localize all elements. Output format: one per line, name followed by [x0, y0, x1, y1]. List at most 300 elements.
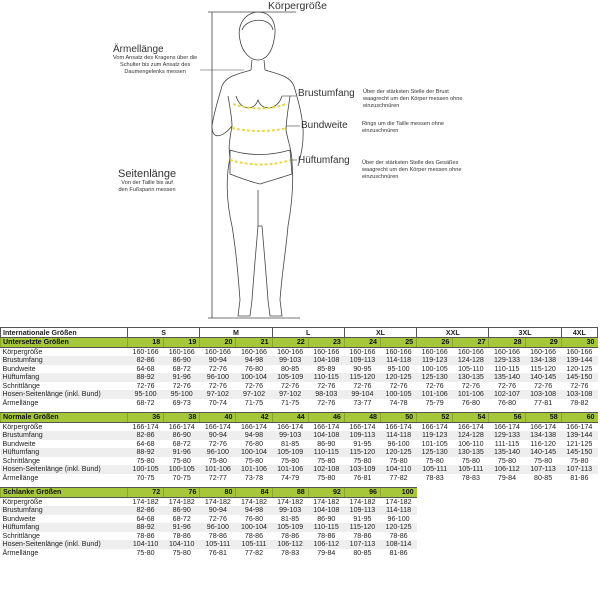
- aermellaenge-title: Ärmellänge: [113, 44, 164, 55]
- value-cell: 105-111: [453, 465, 489, 474]
- value-cell: 73-77: [353, 398, 372, 407]
- table-row: [1, 431, 598, 440]
- value-cell: 88-92: [128, 448, 164, 457]
- value-cell: 114-118: [380, 506, 416, 515]
- empty-cell: [417, 532, 598, 541]
- empty-cell: [417, 540, 598, 549]
- value-cell: 86-90: [164, 431, 200, 440]
- value-cell: 100-104: [236, 448, 272, 457]
- table-row: [1, 422, 598, 431]
- size-header-cell: 28: [489, 338, 525, 348]
- value-cell: 130-135: [453, 448, 489, 457]
- row-label: Hosen-Seitenlänge (inkl. Bund): [1, 390, 128, 399]
- value-cell: 78-86: [353, 531, 372, 540]
- size-header-cell: 42: [236, 413, 272, 423]
- table-row: [1, 515, 598, 524]
- desc-line: waagrecht um den Körper messen ohne: [362, 167, 462, 173]
- value-cell: 97-102: [236, 390, 272, 399]
- value-cell: 106-110: [458, 439, 484, 448]
- value-cell: 160-166: [385, 347, 412, 356]
- value-cell: 78-86: [317, 531, 336, 540]
- desc-line: Von der Taille bis auf: [121, 180, 173, 186]
- value-cell: 100-104: [236, 523, 272, 532]
- value-cell: 79-84: [317, 548, 336, 557]
- international-size-cell: S: [128, 328, 200, 338]
- row-label: Brustumfang: [1, 356, 128, 365]
- bundweite-desc: [362, 121, 444, 135]
- value-cell: 72-76: [244, 381, 264, 390]
- value-cell: 91-96: [164, 373, 200, 382]
- value-cell: 72-76: [136, 381, 155, 390]
- value-cell: 94-98: [236, 356, 272, 365]
- value-cell: 90-94: [200, 431, 236, 440]
- value-cell: 79-84: [497, 473, 517, 482]
- empty-cell: [417, 515, 598, 524]
- value-cell: 104-110: [128, 540, 164, 549]
- value-cell: 166-174: [168, 422, 195, 431]
- value-cell: 101-105: [421, 439, 448, 448]
- row-label: Bundweite: [2, 439, 36, 448]
- value-cell: 104-108: [308, 431, 344, 440]
- value-cell: 96-100: [200, 523, 236, 532]
- value-cell: 72-76: [208, 381, 227, 390]
- value-cell: 72-76: [497, 381, 517, 390]
- value-cell: 166-174: [421, 422, 448, 431]
- international-size-cell: 3XL: [489, 328, 561, 338]
- table-row: [1, 390, 598, 399]
- value-cell: 121-125: [566, 439, 593, 448]
- table-row: [1, 540, 598, 549]
- value-cell: 106-112: [489, 465, 525, 474]
- size-header-cell: 46: [308, 413, 344, 423]
- table-row: [1, 474, 598, 483]
- desc-line: Vom Ansatz des Kragens über die: [113, 55, 198, 61]
- value-cell: 90-95: [353, 364, 372, 373]
- value-cell: 64-68: [136, 439, 155, 448]
- section-title: Untersetzte Größen: [1, 338, 128, 348]
- empty-cell: [417, 523, 598, 532]
- brustumfang-title: Brustumfang: [298, 88, 355, 99]
- value-cell: 130-135: [453, 373, 489, 382]
- value-cell: 75-80: [425, 456, 444, 465]
- seitenlaenge-title: Seitenlänge: [118, 168, 177, 180]
- value-cell: 91-96: [164, 523, 200, 532]
- value-cell: 75-80: [389, 456, 408, 465]
- value-cell: 166-174: [457, 422, 484, 431]
- row-label: Hosen-Seitenlänge (inkl. Bund): [1, 465, 128, 474]
- value-cell: 166-174: [204, 422, 231, 431]
- value-cell: 160-166: [204, 347, 231, 356]
- value-cell: 166-174: [530, 422, 557, 431]
- value-cell: 160-166: [168, 347, 195, 356]
- value-cell: 76-80: [461, 398, 480, 407]
- value-cell: 160-166: [313, 347, 340, 356]
- value-cell: 120-125: [380, 373, 416, 382]
- value-cell: 86-90: [164, 506, 200, 515]
- value-cell: 78-86: [244, 531, 264, 540]
- value-cell: 102-107: [489, 390, 525, 399]
- value-cell: 90-94: [200, 356, 236, 365]
- empty-cell: [417, 549, 598, 558]
- value-cell: 70-75: [172, 473, 191, 482]
- section-title: Schlanke Größen: [1, 488, 128, 498]
- size-header-cell: 96: [344, 488, 380, 498]
- label-aermellaenge: [113, 44, 197, 76]
- value-cell: 75-80: [353, 456, 372, 465]
- value-cell: 96-100: [387, 439, 410, 448]
- size-header-cell: 56: [489, 413, 525, 423]
- height-label: Körpergröße: [268, 0, 327, 12]
- value-cell: 135-140: [489, 448, 525, 457]
- hueftumfang-title: Hüftumfang: [298, 155, 350, 166]
- size-header-cell: 21: [236, 338, 272, 348]
- value-cell: 100-105: [164, 465, 200, 474]
- value-cell: 75-80: [172, 456, 191, 465]
- size-header-cell: 92: [308, 488, 344, 498]
- value-cell: 174-182: [240, 497, 268, 506]
- row-label: Hüftumfang: [1, 523, 128, 532]
- value-cell: 116-120: [530, 439, 556, 448]
- international-size-cell: 4XL: [561, 328, 597, 338]
- value-cell: 106-112: [308, 540, 344, 549]
- value-cell: 75-80: [244, 456, 264, 465]
- value-cell: 74-79: [281, 473, 300, 482]
- value-cell: 110-115: [308, 373, 344, 382]
- value-cell: 74-78: [389, 398, 408, 407]
- value-cell: 77-82: [244, 548, 264, 557]
- row-label: Körpergröße: [2, 347, 43, 356]
- value-cell: 103-108: [525, 390, 561, 399]
- value-cell: 105-111: [417, 465, 453, 474]
- value-cell: 72-76: [208, 364, 227, 373]
- value-cell: 105-109: [272, 448, 308, 457]
- table-row: [1, 497, 598, 506]
- value-cell: 166-174: [313, 422, 340, 431]
- value-cell: 96-100: [200, 448, 236, 457]
- size-header-cell: 40: [200, 413, 236, 423]
- value-cell: 101-106: [236, 465, 272, 474]
- table-row: [1, 347, 598, 356]
- value-cell: 68-72: [136, 398, 155, 407]
- value-cell: 102-108: [308, 465, 344, 474]
- value-cell: 134-138: [525, 356, 561, 365]
- size-header-cell: 24: [344, 338, 380, 348]
- value-cell: 78-82: [570, 398, 589, 407]
- value-cell: 64-68: [136, 364, 155, 373]
- value-cell: 97-102: [200, 390, 236, 399]
- value-cell: 100-105: [128, 465, 164, 474]
- value-cell: 72-77: [208, 473, 227, 482]
- value-cell: 115-120: [344, 448, 380, 457]
- size-header-cell: 76: [164, 488, 200, 498]
- value-cell: 72-76: [208, 439, 227, 448]
- size-header-cell: 29: [525, 338, 561, 348]
- value-cell: 75-80: [136, 548, 155, 557]
- value-cell: 75-79: [425, 398, 444, 407]
- value-cell: 99-104: [344, 390, 380, 399]
- value-cell: 115-120: [344, 373, 380, 382]
- value-cell: 101-106: [200, 465, 236, 474]
- value-cell: 109-113: [344, 356, 380, 365]
- value-cell: 98-103: [308, 390, 344, 399]
- value-cell: 166-174: [493, 422, 520, 431]
- value-cell: 75-80: [208, 456, 227, 465]
- value-cell: 82-86: [128, 431, 164, 440]
- value-cell: 140-145: [525, 373, 561, 382]
- aermellaenge-desc: [113, 55, 197, 76]
- value-cell: 174-182: [349, 497, 376, 506]
- value-cell: 174-182: [204, 497, 231, 506]
- value-cell: 77-82: [389, 473, 408, 482]
- value-cell: 99-103: [272, 506, 308, 515]
- value-cell: 174-182: [277, 497, 304, 506]
- size-header-cell: 60: [561, 413, 597, 423]
- section-header-row: [1, 338, 598, 348]
- value-cell: 166-174: [385, 422, 412, 431]
- value-cell: 110-115: [308, 448, 344, 457]
- table-row: [1, 532, 598, 541]
- row-label: Bundweite: [2, 514, 36, 523]
- value-cell: 82-86: [128, 356, 164, 365]
- value-cell: 103-109: [344, 465, 380, 474]
- empty-header-cell: [417, 488, 598, 498]
- value-cell: 101-106: [417, 390, 453, 399]
- value-cell: 114-118: [380, 356, 416, 365]
- size-header-cell: 54: [453, 413, 489, 423]
- size-header-cell: 27: [453, 338, 489, 348]
- value-cell: 75-80: [497, 456, 517, 465]
- value-cell: 140-145: [525, 448, 561, 457]
- value-cell: 166-174: [132, 422, 159, 431]
- row-label: Schrittlänge: [2, 531, 40, 540]
- desc-line: Über der stärksten Stelle des Gesäßes: [362, 160, 459, 166]
- desc-line: einzuschnüren: [363, 103, 400, 109]
- row-label: Hosen-Seitenlänge (inkl. Bund): [1, 540, 128, 549]
- value-cell: 174-182: [132, 497, 159, 506]
- row-label: Körpergröße: [2, 422, 43, 431]
- value-cell: 72-76: [208, 514, 227, 523]
- table-row: [1, 523, 598, 532]
- table-row: [1, 365, 598, 374]
- value-cell: 105-109: [272, 523, 308, 532]
- size-header-cell: 100: [380, 488, 416, 498]
- value-cell: 64-68: [136, 514, 155, 523]
- value-cell: 76-80: [244, 439, 264, 448]
- size-header-cell: 50: [380, 413, 416, 423]
- international-size-cell: L: [272, 328, 344, 338]
- table-row: [1, 549, 598, 558]
- value-cell: 109-113: [344, 431, 380, 440]
- value-cell: 106-112: [272, 540, 308, 549]
- value-cell: 174-182: [385, 497, 412, 506]
- value-cell: 96-100: [387, 514, 410, 523]
- size-header-cell: 18: [128, 338, 164, 348]
- size-header-cell: 30: [561, 338, 597, 348]
- size-header-cell: 84: [236, 488, 272, 498]
- label-seitenlaenge: [118, 168, 176, 194]
- row-label: Schrittlänge: [2, 456, 40, 465]
- size-header-cell: 48: [344, 413, 380, 423]
- desc-line: Daumengelenks messen: [124, 69, 186, 75]
- value-cell: 107-113: [561, 465, 597, 474]
- value-cell: 100-105: [421, 364, 448, 373]
- value-cell: 82-86: [128, 506, 164, 515]
- value-cell: 68-72: [172, 364, 191, 373]
- value-cell: 105-111: [236, 540, 272, 549]
- value-cell: 78-86: [172, 531, 191, 540]
- value-cell: 78-86: [136, 531, 155, 540]
- value-cell: 91-96: [164, 448, 200, 457]
- value-cell: 72-76: [317, 381, 336, 390]
- value-cell: 108-114: [380, 540, 416, 549]
- desc-line: einzuschnüren: [362, 174, 399, 180]
- value-cell: 78-83: [425, 473, 444, 482]
- row-label: Hüftumfang: [1, 373, 128, 382]
- value-cell: 95-100: [128, 390, 164, 399]
- value-cell: 75-80: [281, 456, 300, 465]
- value-cell: 110-115: [308, 523, 344, 532]
- value-cell: 160-166: [349, 347, 376, 356]
- size-chart-table: [0, 327, 598, 557]
- value-cell: 75-80: [136, 456, 155, 465]
- row-label: Brustumfang: [1, 431, 128, 440]
- value-cell: 166-174: [277, 422, 304, 431]
- international-size-cell: XXL: [417, 328, 489, 338]
- value-cell: 75-80: [317, 473, 336, 482]
- value-cell: 166-174: [566, 422, 593, 431]
- value-cell: 103-108: [561, 390, 597, 399]
- value-cell: 105-109: [272, 373, 308, 382]
- value-cell: 110-115: [494, 364, 520, 373]
- value-cell: 86-90: [164, 356, 200, 365]
- table-row: [1, 373, 598, 382]
- table-row: [1, 382, 598, 391]
- value-cell: 139-144: [561, 431, 597, 440]
- value-cell: 101-106: [453, 390, 489, 399]
- value-cell: 119-123: [417, 431, 453, 440]
- value-cell: 129-133: [489, 356, 525, 365]
- value-cell: 72-76: [534, 381, 553, 390]
- value-cell: 104-108: [308, 356, 344, 365]
- value-cell: 80-85: [281, 364, 300, 373]
- value-cell: 95-100: [164, 390, 200, 399]
- value-cell: 124-128: [453, 431, 489, 440]
- value-cell: 145-150: [561, 373, 597, 382]
- size-header-cell: 25: [380, 338, 416, 348]
- value-cell: 75-80: [534, 456, 553, 465]
- size-header-cell: 36: [128, 413, 164, 423]
- value-cell: 78-86: [281, 531, 300, 540]
- value-cell: 81-85: [281, 514, 300, 523]
- brustumfang-desc: [363, 89, 463, 110]
- value-cell: 125-130: [417, 448, 453, 457]
- size-header-cell: 58: [525, 413, 561, 423]
- value-cell: 101-106: [272, 465, 308, 474]
- value-cell: 166-174: [349, 422, 376, 431]
- size-header-cell: 44: [272, 413, 308, 423]
- value-cell: 145-150: [561, 448, 597, 457]
- desc-line: den Fußspann messen: [118, 187, 176, 193]
- row-label: Ärmellänge: [2, 548, 39, 557]
- value-cell: 76-80: [244, 364, 264, 373]
- value-cell: 115-120: [530, 364, 556, 373]
- value-cell: 95-100: [387, 364, 410, 373]
- value-cell: 94-98: [236, 506, 272, 515]
- value-cell: 174-182: [313, 497, 340, 506]
- value-cell: 160-166: [240, 347, 268, 356]
- desc-line: waagrecht um den Körper messen ohne: [363, 96, 463, 102]
- value-cell: 68-72: [172, 514, 191, 523]
- value-cell: 115-120: [344, 523, 380, 532]
- value-cell: 111-115: [494, 439, 520, 448]
- value-cell: 78-83: [281, 548, 300, 557]
- value-cell: 88-92: [128, 373, 164, 382]
- value-cell: 107-113: [525, 465, 561, 474]
- section-title: Normale Größen: [1, 413, 128, 423]
- value-cell: 69-73: [172, 398, 191, 407]
- value-cell: 160-166: [277, 347, 304, 356]
- value-cell: 109-113: [344, 506, 380, 515]
- value-cell: 99-103: [272, 431, 308, 440]
- value-cell: 72-76: [461, 381, 480, 390]
- row-label: Hüftumfang: [1, 448, 128, 457]
- value-cell: 81-86: [389, 548, 408, 557]
- value-cell: 86-90: [317, 439, 336, 448]
- size-header-cell: 19: [164, 338, 200, 348]
- value-cell: 134-138: [525, 431, 561, 440]
- value-cell: 120-125: [380, 448, 416, 457]
- empty-cell: [417, 497, 598, 506]
- size-header-cell: 80: [200, 488, 236, 498]
- section-header-row: [1, 413, 598, 423]
- bundweite-title: Bundweite: [301, 120, 348, 131]
- value-cell: 75-80: [317, 456, 336, 465]
- value-cell: 160-166: [132, 347, 159, 356]
- desc-line: Über der stärksten Stelle der Brust: [363, 89, 449, 95]
- row-label: Bundweite: [2, 364, 36, 373]
- value-cell: 139-144: [561, 356, 597, 365]
- size-header-cell: 72: [128, 488, 164, 498]
- table-row: [1, 399, 598, 408]
- value-cell: 72-76: [281, 381, 300, 390]
- value-cell: 88-92: [128, 523, 164, 532]
- value-cell: 104-110: [380, 465, 416, 474]
- value-cell: 68-72: [172, 439, 191, 448]
- value-cell: 73-78: [244, 473, 264, 482]
- value-cell: 80-85: [353, 548, 372, 557]
- row-label: Ärmellänge: [2, 398, 39, 407]
- size-header-cell: 22: [272, 338, 308, 348]
- value-cell: 99-103: [272, 356, 308, 365]
- value-cell: 81-85: [281, 439, 300, 448]
- value-cell: 75-80: [172, 548, 191, 557]
- table-row: [1, 356, 598, 365]
- size-header-cell: 20: [200, 338, 236, 348]
- size-header-cell: 88: [272, 488, 308, 498]
- value-cell: 72-76: [570, 381, 589, 390]
- value-cell: 71-75: [244, 398, 264, 407]
- value-cell: 76-81: [353, 473, 372, 482]
- value-cell: 76-80: [497, 398, 517, 407]
- value-cell: 160-166: [421, 347, 448, 356]
- row-label: Ärmellänge: [2, 473, 39, 482]
- value-cell: 160-166: [493, 347, 520, 356]
- value-cell: 72-76: [317, 398, 336, 407]
- value-cell: 78-86: [389, 531, 408, 540]
- value-cell: 75-80: [570, 456, 589, 465]
- value-cell: 105-110: [458, 364, 484, 373]
- value-cell: 97-102: [272, 390, 308, 399]
